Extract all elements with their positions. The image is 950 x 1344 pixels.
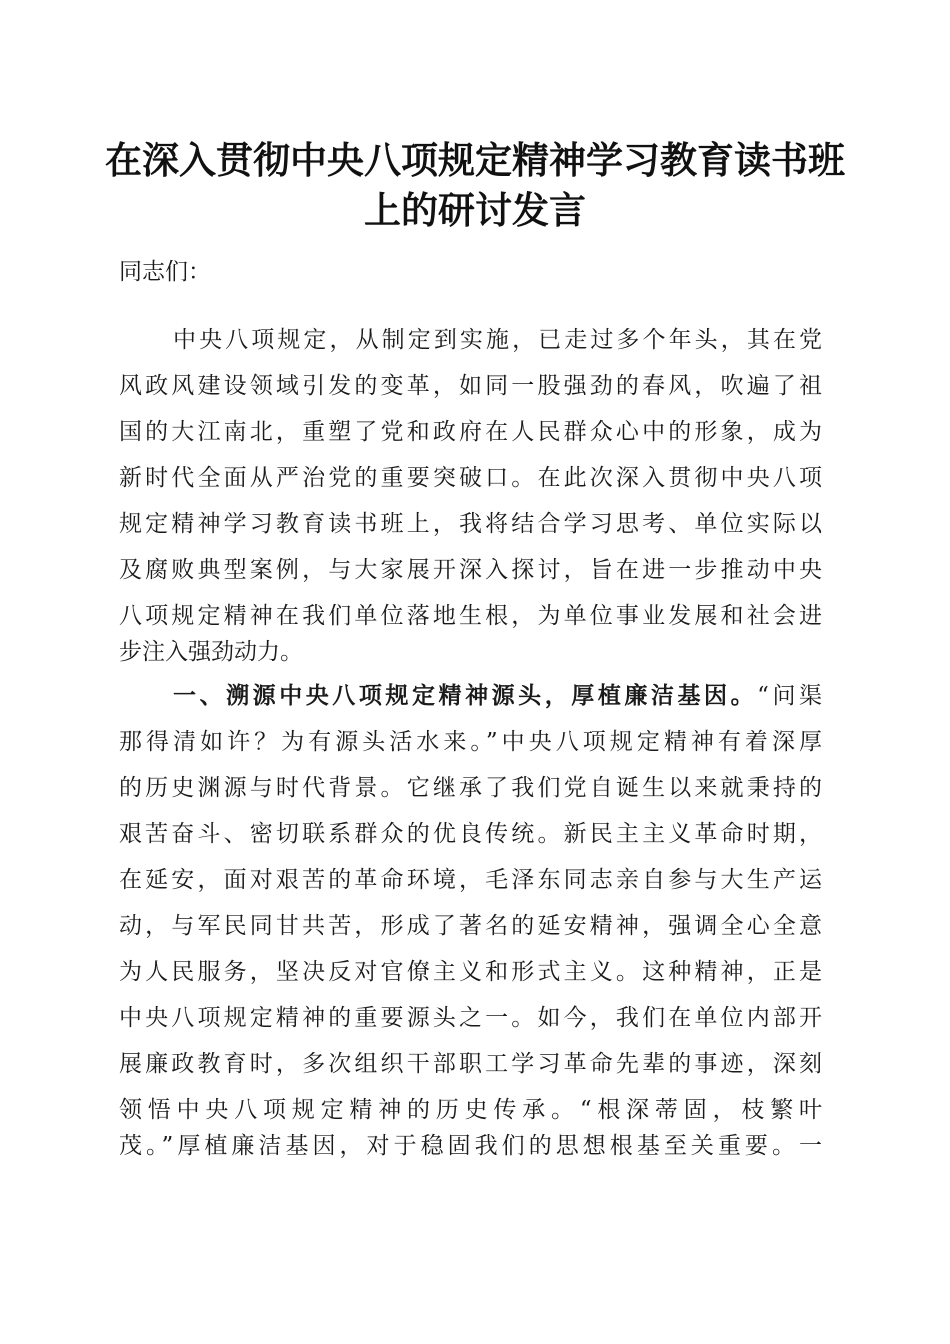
section-1-line: 动，与军民同甘共苦，形成了著名的延安精神，强调全心全意 — [119, 913, 822, 939]
section-1-heading-tail: “问渠 — [757, 683, 822, 709]
intro-line: 中央八项规定，从制定到实施，已走过多个年头，其在党 — [173, 327, 822, 353]
section-1-line: 领悟中央八项规定精神的历史传承。“根深蒂固，枝繁叶 — [119, 1097, 822, 1123]
document-title-line-1: 在深入贯彻中央八项规定精神学习教育读书班 — [105, 138, 845, 182]
section-1-line: 为人民服务，坚决反对官僚主义和形式主义。这种精神，正是 — [119, 959, 822, 985]
document-title-line-2: 上的研讨发言 — [364, 188, 586, 232]
section-1-line: 的历史渊源与时代背景。它继承了我们党自诞生以来就秉持的 — [119, 775, 822, 801]
section-1-line: 那得清如许？为有源头活水来。”中央八项规定精神有着深厚 — [119, 729, 822, 755]
section-1-line: 茂。”厚植廉洁基因，对于稳固我们的思想根基至关重要。一 — [119, 1133, 822, 1159]
intro-line: 及腐败典型案例，与大家展开深入探讨，旨在进一步推动中央 — [119, 557, 822, 583]
intro-line: 国的大江南北，重塑了党和政府在人民群众心中的形象，成为 — [119, 419, 822, 445]
salutation: 同志们： — [119, 259, 211, 285]
section-1-heading: 一、溯源中央八项规定精神源头，厚植廉洁基因。 — [173, 682, 758, 709]
intro-line: 八项规定精神在我们单位落地生根，为单位事业发展和社会进 — [119, 603, 822, 629]
section-1-line: 展廉政教育时，多次组织干部职工学习革命先辈的事迹，深刻 — [119, 1051, 822, 1077]
section-1-line: 在延安，面对艰苦的革命环境，毛泽东同志亲自参与大生产运 — [119, 867, 822, 893]
section-1-line: 艰苦奋斗、密切联系群众的优良传统。新民主主义革命时期， — [119, 821, 822, 847]
section-1-heading-line — [173, 674, 822, 718]
intro-line: 步注入强劲动力。 — [119, 639, 303, 665]
intro-line: 新时代全面从严治党的重要突破口。在此次深入贯彻中央八项 — [119, 465, 822, 491]
intro-line: 规定精神学习教育读书班上，我将结合学习思考、单位实际以 — [119, 511, 822, 537]
section-1-line: 中央八项规定精神的重要源头之一。如今，我们在单位内部开 — [119, 1005, 822, 1031]
intro-line: 风政风建设领域引发的变革，如同一股强劲的春风，吹遍了祖 — [119, 373, 822, 399]
